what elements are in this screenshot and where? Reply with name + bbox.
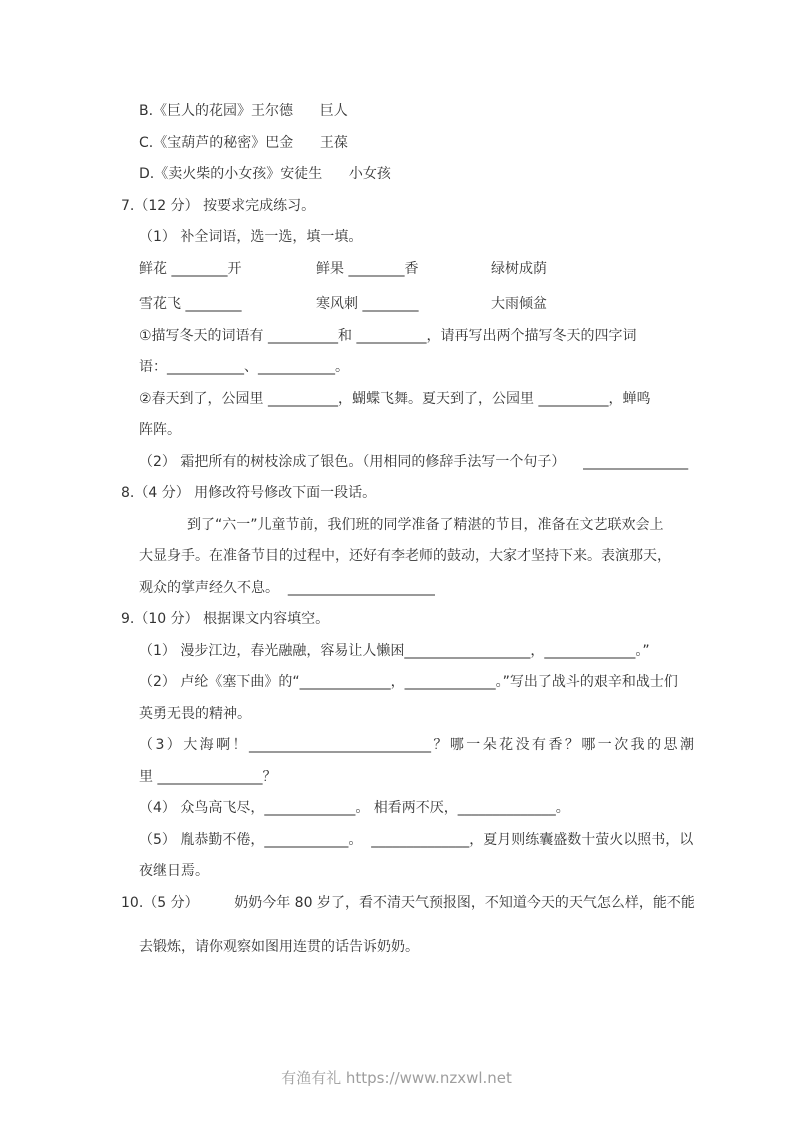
q8-paragraph-line1: 到了“六一”儿童节前，我们班的同学准备了精湛的节目，准备在文艺联欢会上 (187, 516, 664, 533)
footer-text: 有渔有礼 https://www.nzxwl.net (281, 1069, 512, 1087)
q7-winter-words-line2: 语：___________、___________。 (139, 359, 349, 375)
word-item-snowflakes: 雪花飞 ________ (139, 296, 242, 312)
exam-content (113, 96, 694, 964)
q7-seasons-line2: 阵阵。 (139, 422, 181, 438)
q9-item3-line2: 里 _______________？ (139, 768, 277, 785)
option-d: D.《卖火柴的小女孩》安徒生 小女孩 (139, 166, 391, 182)
q10-line1: 10.（5 分） 奶奶今年 80 岁了，看不清天气预报图，不知道今天的天气怎么样，能不能 (121, 894, 695, 911)
q9-item2-line1: （2） 卢纶《塞下曲》的“_____________，_____________。”写出了战斗的艰辛和战士们 (139, 674, 678, 690)
q9-item2-line2: 英勇无畏的精神。 (139, 705, 251, 722)
q9-item4-line: （4） 众鸟高飞尽，_____________。 相看两不厌，______________。 (139, 800, 570, 816)
q9-item3-line1: （3）大海啊！__________________________？哪一朵花没有香？哪一次我的思潮 (139, 737, 694, 753)
q9-item5-line1: （5） 胤恭勤不倦，____________。 ______________，夏月则练囊盛数十萤火以照书，以 (139, 831, 694, 848)
word-item-fresh-flowers: 鲜花 ________开 (139, 260, 242, 277)
option-c: C.《宝葫芦的秘密》巴金 王葆 (139, 134, 348, 151)
q7-winter-words-line1: ①描写冬天的词语有 __________和 __________，请再写出两个描写冬天的四字词 (139, 327, 637, 344)
q9-item1-line: （1） 漫步江边，春光融融，容易让人懒困__________________，_____________。” (139, 642, 650, 659)
q8-paragraph-line2: 大显身手。在准备节目的过程中，还好有李老师的鼓动，大家才坚持下来。表演那天， (139, 548, 671, 564)
q8-paragraph-line3: 观众的掌声经久不息。 _____________________ (139, 579, 435, 596)
q7-part1-title: （1） 补全词语，选一选，填一填。 (139, 229, 363, 245)
option-b: B.《巨人的花园》王尔德 巨人 (139, 103, 348, 119)
q10-line2: 去锻炼，请你观察如图用连贯的话告诉奶奶。 (139, 939, 419, 955)
q9-item5-line2: 夜继日焉。 (139, 863, 209, 879)
q7-part2-line: （2） 霜把所有的树枝涂成了银色。（用相同的修辞手法写一个句子） _______________ (139, 453, 689, 470)
q7-seasons-line1: ②春天到了，公园里 __________，蝴蝶飞舞。夏天到了，公园里 __________，蝉鸣 (139, 390, 651, 407)
q7-header: 7.（12 分） 按要求完成练习。 (121, 197, 316, 214)
word-item-heavy-rain: 大雨倾盆 (491, 296, 547, 312)
q9-header: 9.（10 分） 根据课文内容填空。 (121, 611, 330, 627)
word-item-green-trees: 绿树成荫 (491, 260, 547, 277)
q8-header: 8.（4 分） 用修改符号修改下面一段话。 (121, 485, 377, 501)
word-item-cold-wind: 寒风刺 ________ (316, 296, 419, 312)
q7-word-grid (113, 254, 694, 321)
footer-watermark (0, 1063, 793, 1093)
word-item-fresh-fruit: 鲜果 ________香 (316, 260, 419, 277)
